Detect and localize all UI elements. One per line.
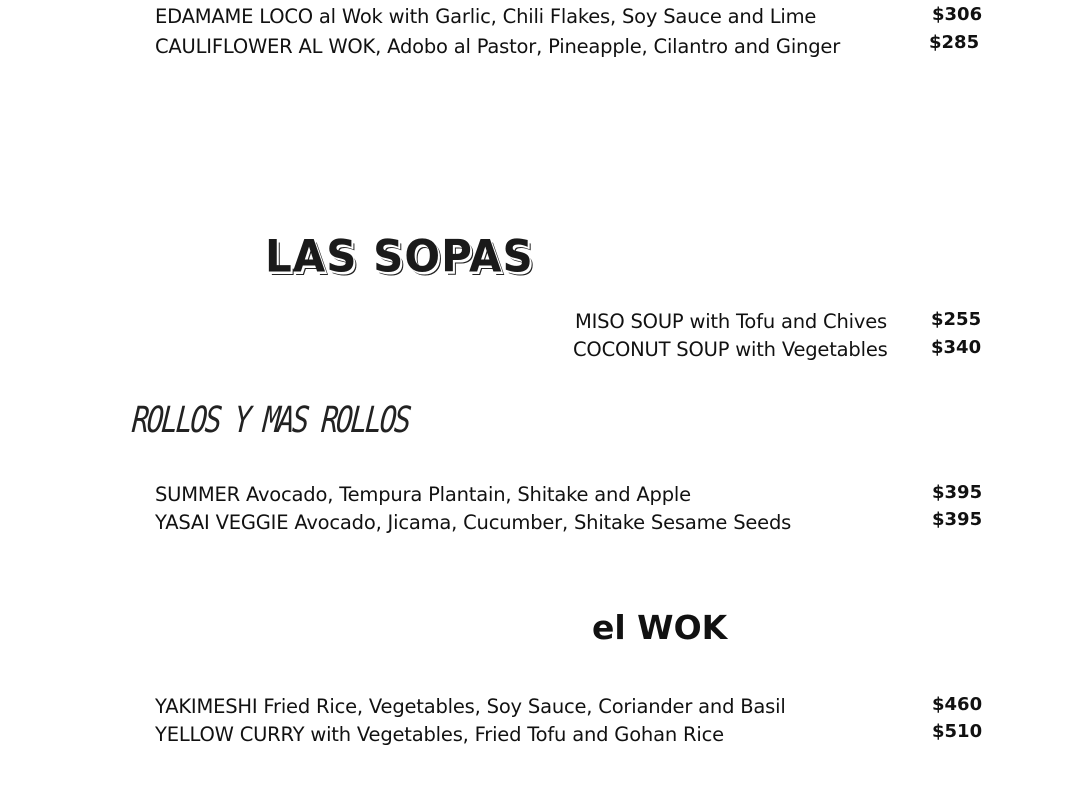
menu-item-price: $340 (931, 337, 982, 358)
menu-item-name: YELLOW CURRY with Vegetables, Fried Tofu and Gohan Rice (155, 723, 724, 746)
menu-item-price: $255 (931, 309, 982, 330)
menu-item-name: MISO SOUP with Tofu and Chives (575, 310, 887, 333)
menu-item-name: EDAMAME LOCO al Wok with Garlic, Chili Flakes, Soy Sauce and Lime (155, 5, 817, 28)
section-heading-sopas: LAS SOPAS (265, 230, 534, 283)
menu-item-price: $306 (932, 4, 983, 25)
menu-item-price: $510 (932, 721, 983, 742)
section-heading-wok: el WOK (592, 608, 728, 647)
menu-item-price: $460 (932, 694, 983, 715)
section-heading-rollos: ROLLOS Y MAS ROLLOS (130, 400, 411, 441)
menu-item-name: YAKIMESHI Fried Rice, Vegetables, Soy Sauce, Coriander and Basil (155, 695, 786, 718)
menu-item-price: $285 (929, 32, 980, 53)
menu-item-name: YASAI VEGGIE Avocado, Jicama, Cucumber, Shitake Sesame Seeds (155, 511, 792, 534)
menu-item-price: $395 (932, 509, 983, 530)
menu-item-price: $395 (932, 482, 983, 503)
menu-item-name: CAULIFLOWER AL WOK, Adobo al Pastor, Pineapple, Cilantro and Ginger (155, 35, 841, 58)
menu-item-name: COCONUT SOUP with Vegetables (573, 338, 888, 361)
menu-item-name: SUMMER Avocado, Tempura Plantain, Shitake and Apple (155, 483, 691, 506)
